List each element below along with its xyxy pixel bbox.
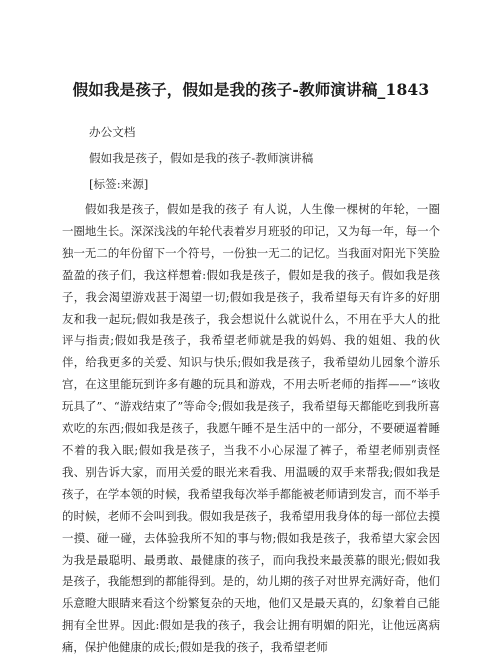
document-body-paragraph: 假如我是孩子，假如是我的孩子 有人说，人生像一棵树的年轮，一圈一圈地生长。深深浅浅的年轮代表着岁月班驳的印记，又为每一年，每一个独一无二的年份留下一个符号，一份独一无二的记忆。当我面对阳光下笑脸盈盈的孩子们，我这样想着:假如我是孩子，假如是我的孩子。假如我是孩子，我会渴望游戏甚于渴望一切;假如我是孩子，我希望每天有许多的好朋友和我一起玩;假如我是孩子，我会想说什么就说什么，不用在乎大人的批评与指责;假如我是孩子，我希望老师就是我的妈妈、我的姐姐、我的伙伴，给我更多的关爱、知识与快乐;假如我是孩子，我希望幼儿园象个游乐宫，在这里能玩到许多有趣的玩具和游戏，不用去听老师的指挥——“该收玩具了”、“游戏结束了”等命令;假如我是孩子，我希望每天都能吃到我所喜欢吃的东西;假如我是孩子，我愿午睡不是生活中的一部分，不要硬逼着睡不着的我入眠;假如我是孩子，当我不小心尿湿了裤子，希望老师别责怪我、别告诉大家，而用关爱的眼光来看我、用温暖的双手来帮我;假如我是孩子，在学本领的时候，我希望我每次举手都能被老师请到发言，而不举手的时候，老师不会叫到我。假如我是孩子，我希望用我身体的每一部位去摸一摸、碰一碰，去体验我所不知的事与物;假如我是孩子，我希望大家会因为我是最聪明、最勇敢、最健康的孩子，而向我投来最羡慕的眼光;假如我是孩子，我能想到的都能得到。是的，幼儿期的孩子对世界充满好奇，他们乐意瞪大眼睛来看这个纷繁复杂的天地，他们又是最天真的，幻象着自己能拥有全世界。因此:假如是我的孩子，我会让拥有明媚的阳光，让他远离病痛，保护他健康的成长;假如是我的孩子，我希望老师 xyxy=(62,202,440,655)
document-category: 办公文档 xyxy=(89,125,136,139)
document-title: 假如我是孩子，假如是我的孩子-教师演讲稿_1843 xyxy=(72,80,430,99)
document-subtitle: 假如我是孩子，假如是我的孩子-教师演讲稿 xyxy=(89,151,314,165)
document-tags: [标签:来源] xyxy=(89,177,149,191)
